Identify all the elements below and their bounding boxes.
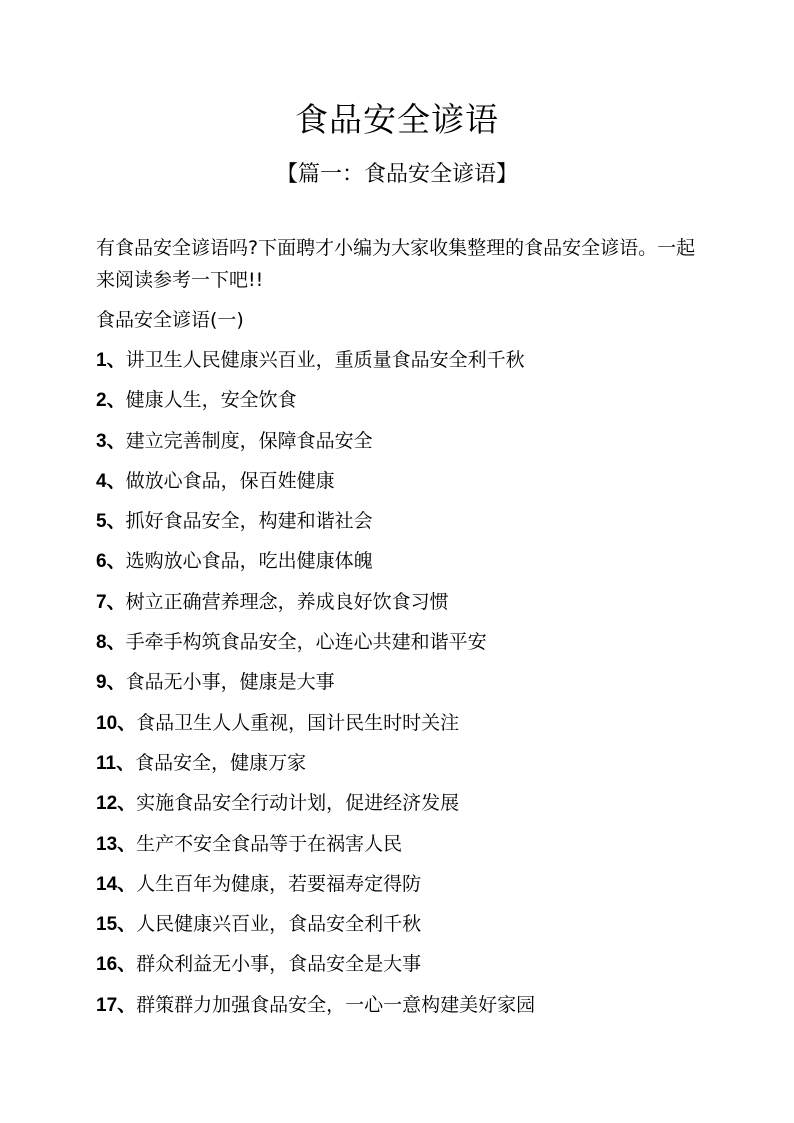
list-item: [96, 789, 716, 829]
intro-paragraph: 有食品安全谚语吗?下面聘才小编为大家收集整理的食品安全谚语。一起来阅读参考一下吧!!: [96, 237, 696, 291]
document-subtitle: 【篇一：食品安全谚语】: [275, 162, 518, 187]
item-text: 树立正确营养理念，养成良好饮食习惯: [125, 590, 449, 613]
item-text: 食品安全，健康万家: [135, 751, 307, 774]
item-text: 食品卫生人人重视，国计民生时时关注: [136, 711, 460, 734]
item-number: 2、: [96, 390, 126, 412]
list-item: [96, 467, 716, 507]
item-number: 14、: [96, 873, 137, 895]
item-number: 17、: [96, 994, 137, 1016]
item-text: 生产不安全食品等于在祸害人民: [136, 832, 403, 855]
list-item: [96, 547, 716, 587]
list-item: [96, 427, 716, 467]
item-number: 9、: [96, 672, 126, 694]
list-item: [96, 507, 716, 547]
section-heading: 食品安全谚语(一): [96, 309, 244, 331]
list-item: [96, 588, 716, 628]
item-number: 15、: [96, 914, 137, 936]
item-text: 讲卫生人民健康兴百业，重质量食品安全利千秋: [125, 349, 525, 371]
item-text: 实施食品安全行动计划，促进经济发展: [136, 792, 460, 815]
item-number: 8、: [96, 632, 126, 654]
list-item: [96, 386, 716, 426]
item-number: 13、: [96, 833, 137, 855]
item-text: 选购放心食品，吃出健康体魄: [125, 550, 373, 573]
item-text: 做放心食品，保百姓健康: [125, 469, 335, 492]
item-number: 3、: [96, 430, 126, 452]
item-text: 手牵手构筑食品安全，心连心共建和谐平安: [125, 631, 487, 654]
list-item: [96, 749, 716, 789]
item-text: 群众利益无小事，食品安全是大事: [136, 953, 422, 976]
list-item: [96, 991, 716, 1031]
list-item: [96, 870, 716, 910]
item-number: 1、: [96, 350, 126, 371]
document-title: 食品安全谚语: [295, 100, 499, 139]
item-text: 人生百年为健康，若要福寿定得防: [136, 872, 422, 895]
item-number: 6、: [96, 551, 126, 573]
list-item: [96, 830, 716, 870]
list-item: [96, 628, 716, 668]
item-number: 4、: [96, 470, 126, 492]
item-text: 健康人生，安全饮食: [125, 389, 297, 412]
list-item: [96, 950, 716, 990]
item-number: 11、: [96, 752, 136, 774]
item-text: 食品无小事，健康是大事: [125, 671, 335, 694]
item-text: 抓好食品安全，构建和谐社会: [125, 510, 373, 533]
item-text: 建立完善制度，保障食品安全: [125, 429, 373, 452]
item-number: 5、: [96, 511, 126, 533]
item-number: 12、: [96, 793, 137, 815]
item-number: 7、: [96, 591, 126, 613]
item-number: 16、: [96, 954, 137, 976]
list-item: [96, 910, 716, 950]
list-item: [96, 668, 716, 708]
proverb-list: [96, 346, 716, 1031]
item-text: 群策群力加强食品安全，一心一意构建美好家园: [136, 993, 536, 1016]
item-number: 10、: [96, 712, 137, 734]
list-item: [96, 709, 716, 749]
list-item: [96, 346, 716, 386]
item-text: 人民健康兴百业，食品安全利千秋: [136, 913, 422, 936]
